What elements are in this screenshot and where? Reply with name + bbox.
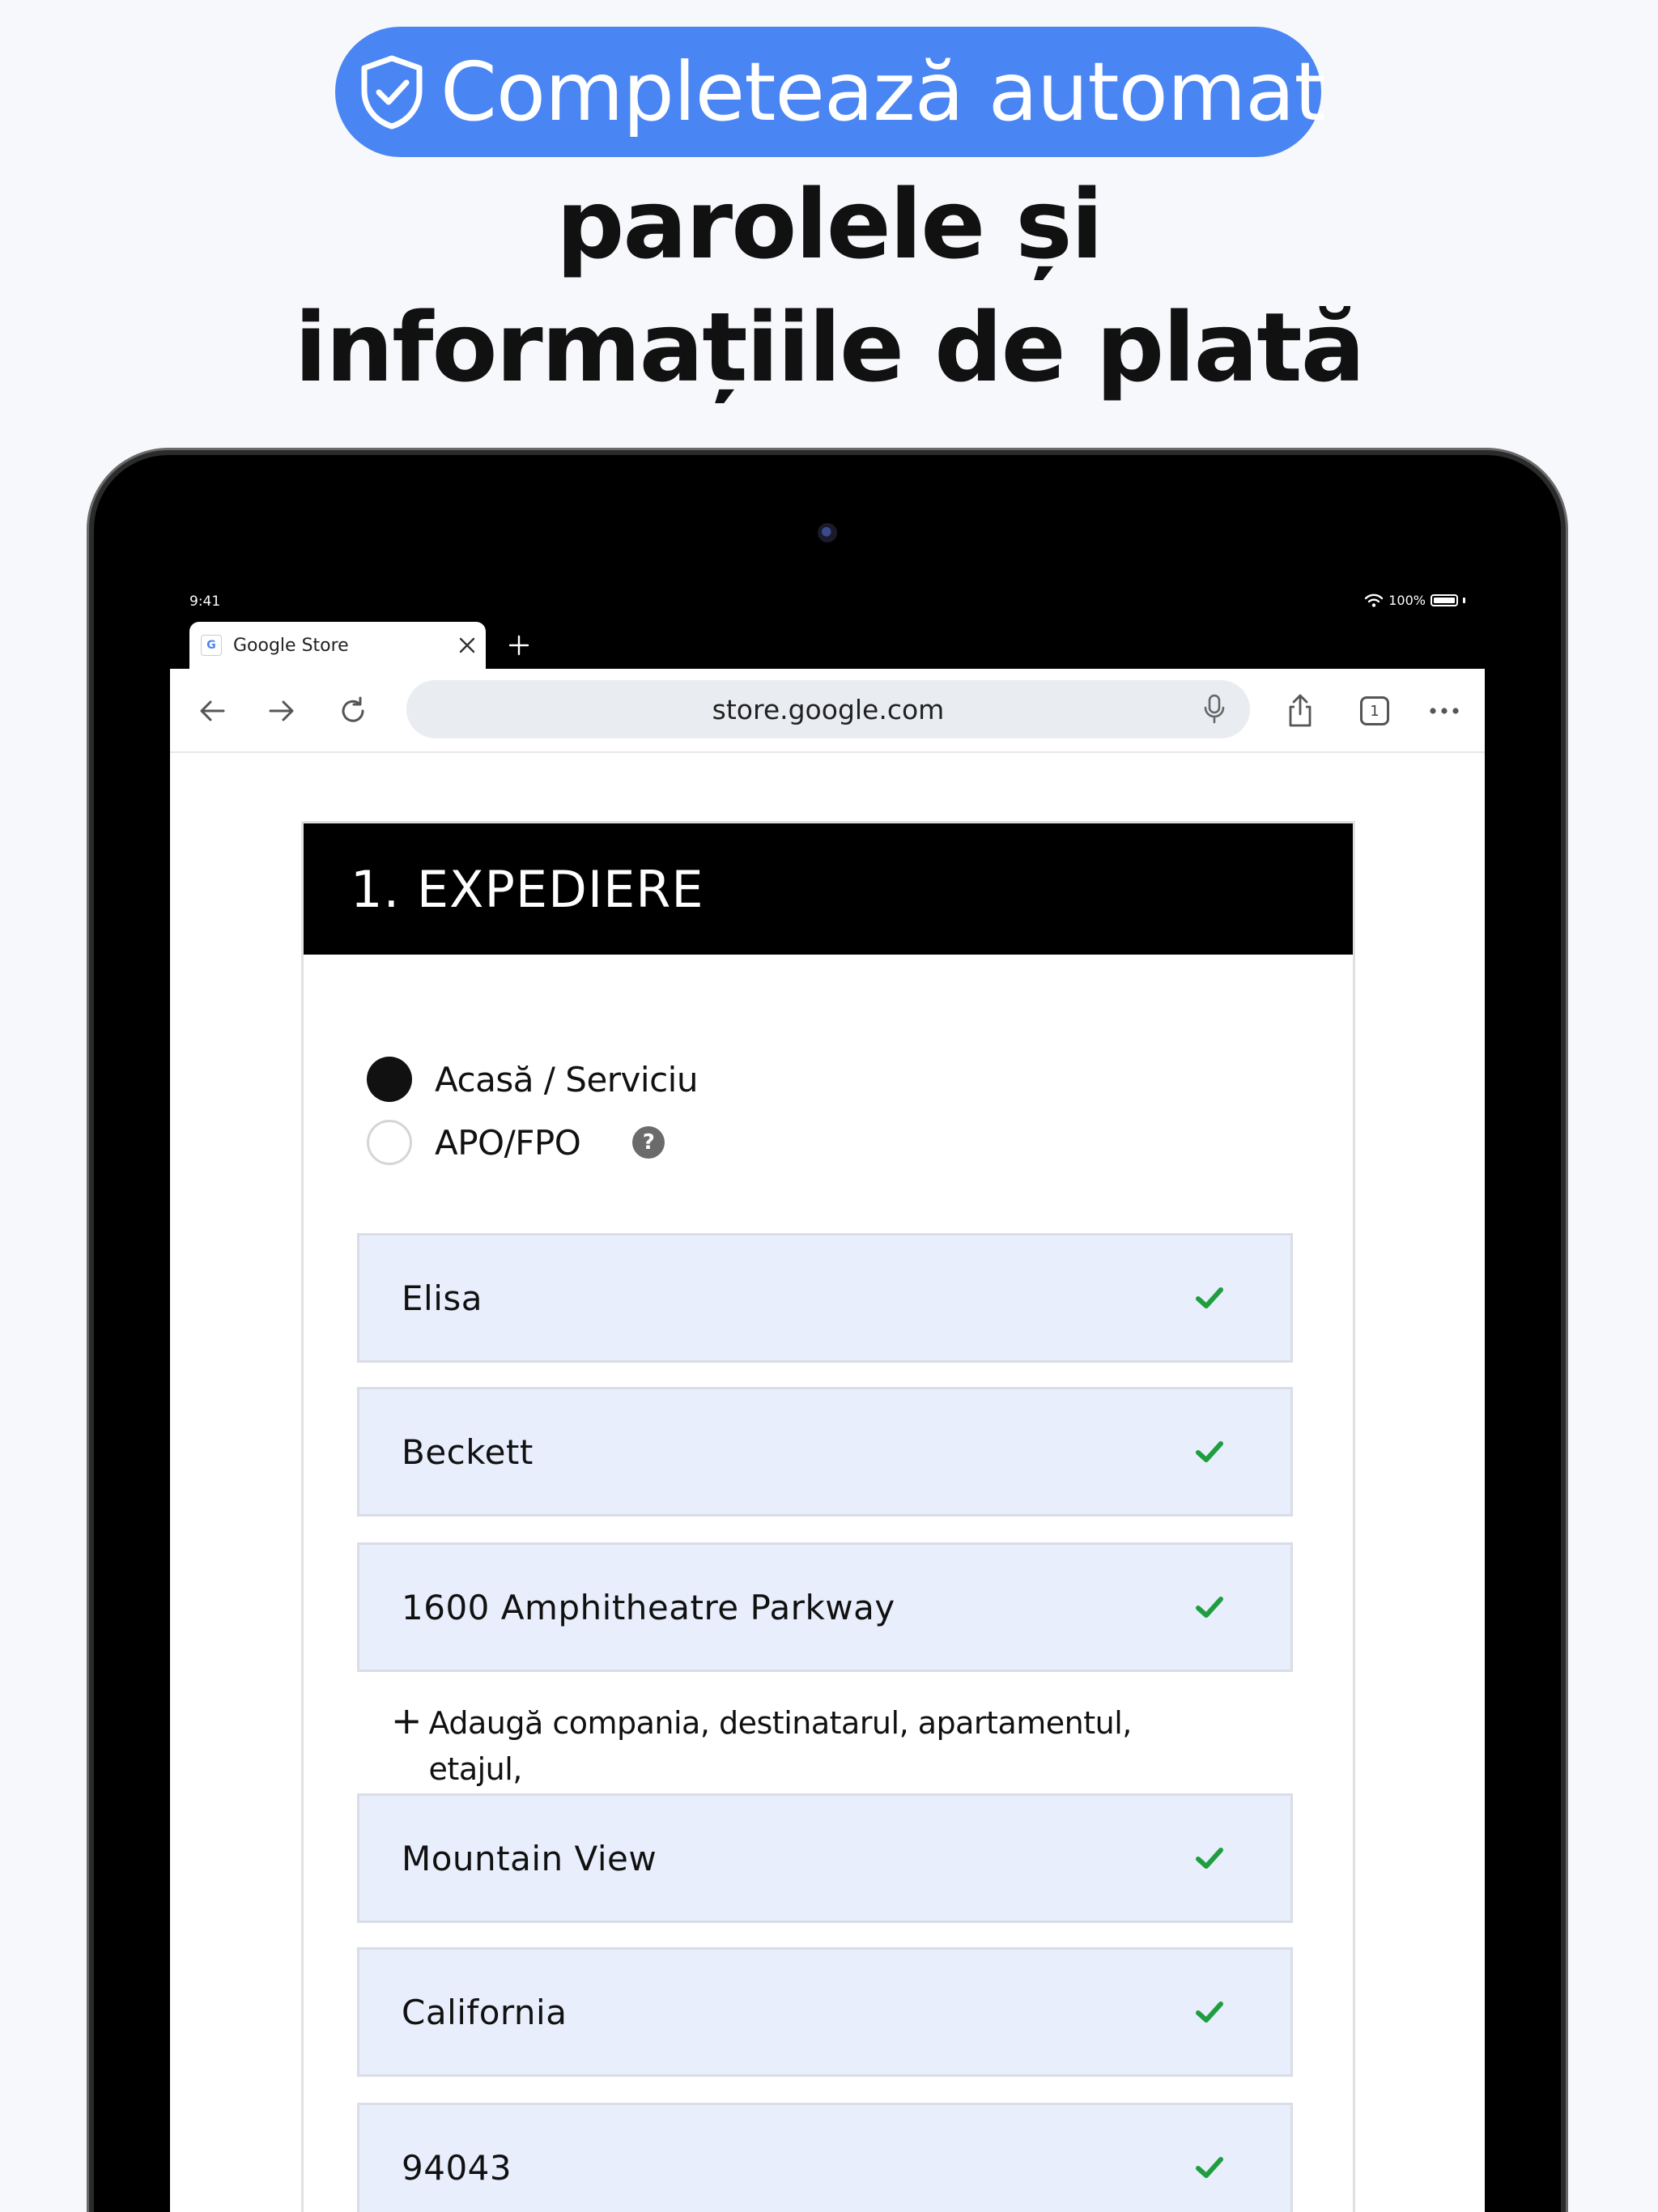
arrow-left-icon — [196, 695, 228, 727]
plus-icon — [508, 634, 530, 657]
more-horizontal-icon — [1428, 706, 1460, 716]
promo-badge-text: Completează automat — [440, 44, 1325, 139]
street-address-field[interactable] — [357, 1542, 1293, 1672]
check-icon — [1192, 1280, 1227, 1316]
back-button[interactable] — [188, 687, 236, 735]
check-icon — [1192, 1994, 1227, 2030]
zip-code-field[interactable] — [357, 2103, 1293, 2212]
microphone-icon — [1202, 694, 1226, 725]
tab-google-store[interactable] — [189, 622, 486, 669]
section-title: 1. EXPEDIERE — [351, 859, 704, 919]
add-plus-icon: + — [391, 1699, 423, 1742]
promo-headline-line1: parolele și — [555, 168, 1103, 280]
first-name-value: Elisa — [402, 1278, 483, 1318]
close-icon — [457, 636, 477, 655]
url-text: store.google.com — [712, 693, 945, 725]
shield-check-icon — [356, 53, 427, 131]
reload-icon — [337, 695, 369, 727]
battery-percent: 100% — [1388, 593, 1426, 608]
zip-code-value: 94043 — [402, 2147, 512, 2188]
radio-home-work-label: Acasă / Serviciu — [435, 1059, 698, 1100]
help-icon[interactable]: ? — [632, 1126, 665, 1159]
radio-unselected-indicator[interactable] — [367, 1120, 412, 1165]
status-and-tab-bar — [170, 586, 1485, 669]
share-icon — [1284, 693, 1316, 729]
radio-apo-fpo-label: APO/FPO — [435, 1122, 581, 1163]
status-indicators — [1364, 593, 1465, 608]
tab-title: Google Store — [233, 635, 349, 656]
check-icon — [1192, 1840, 1227, 1876]
section-header — [304, 823, 1353, 955]
radio-home-work[interactable] — [367, 1057, 698, 1102]
share-button[interactable] — [1276, 687, 1324, 735]
status-time: 9:41 — [189, 593, 221, 610]
reload-button[interactable] — [329, 687, 377, 735]
address-bar[interactable] — [406, 680, 1250, 738]
last-name-field[interactable] — [357, 1387, 1293, 1516]
google-favicon-icon: G — [201, 635, 222, 656]
city-field[interactable] — [357, 1793, 1293, 1923]
state-field[interactable] — [357, 1947, 1293, 2077]
check-icon — [1192, 1434, 1227, 1470]
battery-tip — [1463, 598, 1465, 603]
radio-apo-fpo[interactable] — [367, 1120, 665, 1165]
voice-search-button[interactable] — [1195, 690, 1234, 729]
tab-switcher-button[interactable] — [1350, 687, 1399, 735]
tab-close-button[interactable] — [449, 627, 486, 664]
check-icon — [1192, 1589, 1227, 1625]
check-icon — [1192, 2150, 1227, 2185]
browser-toolbar — [170, 669, 1485, 753]
state-value: California — [402, 1992, 568, 2032]
checkout-card — [301, 821, 1355, 2212]
first-name-field[interactable] — [357, 1233, 1293, 1363]
city-value: Mountain View — [402, 1838, 657, 1878]
promo-badge — [335, 27, 1325, 157]
wifi-icon — [1364, 593, 1384, 608]
add-details-line1: Adaugă compania, destinatarul, apartamentul, etajul, — [428, 1705, 1132, 1787]
new-tab-button[interactable] — [499, 625, 539, 666]
arrow-right-icon — [266, 695, 298, 727]
promo-headline-line2: informațiile de plată — [294, 291, 1364, 403]
tablet-screen — [170, 586, 1485, 2212]
street-address-value: 1600 Amphitheatre Parkway — [402, 1587, 895, 1627]
battery-icon — [1431, 594, 1458, 606]
radio-selected-indicator[interactable] — [367, 1057, 412, 1102]
more-menu-button[interactable] — [1420, 687, 1469, 735]
front-camera — [818, 523, 837, 542]
tab-count: 1 — [1360, 696, 1389, 725]
forward-button[interactable] — [257, 687, 306, 735]
last-name-value: Beckett — [402, 1431, 534, 1472]
